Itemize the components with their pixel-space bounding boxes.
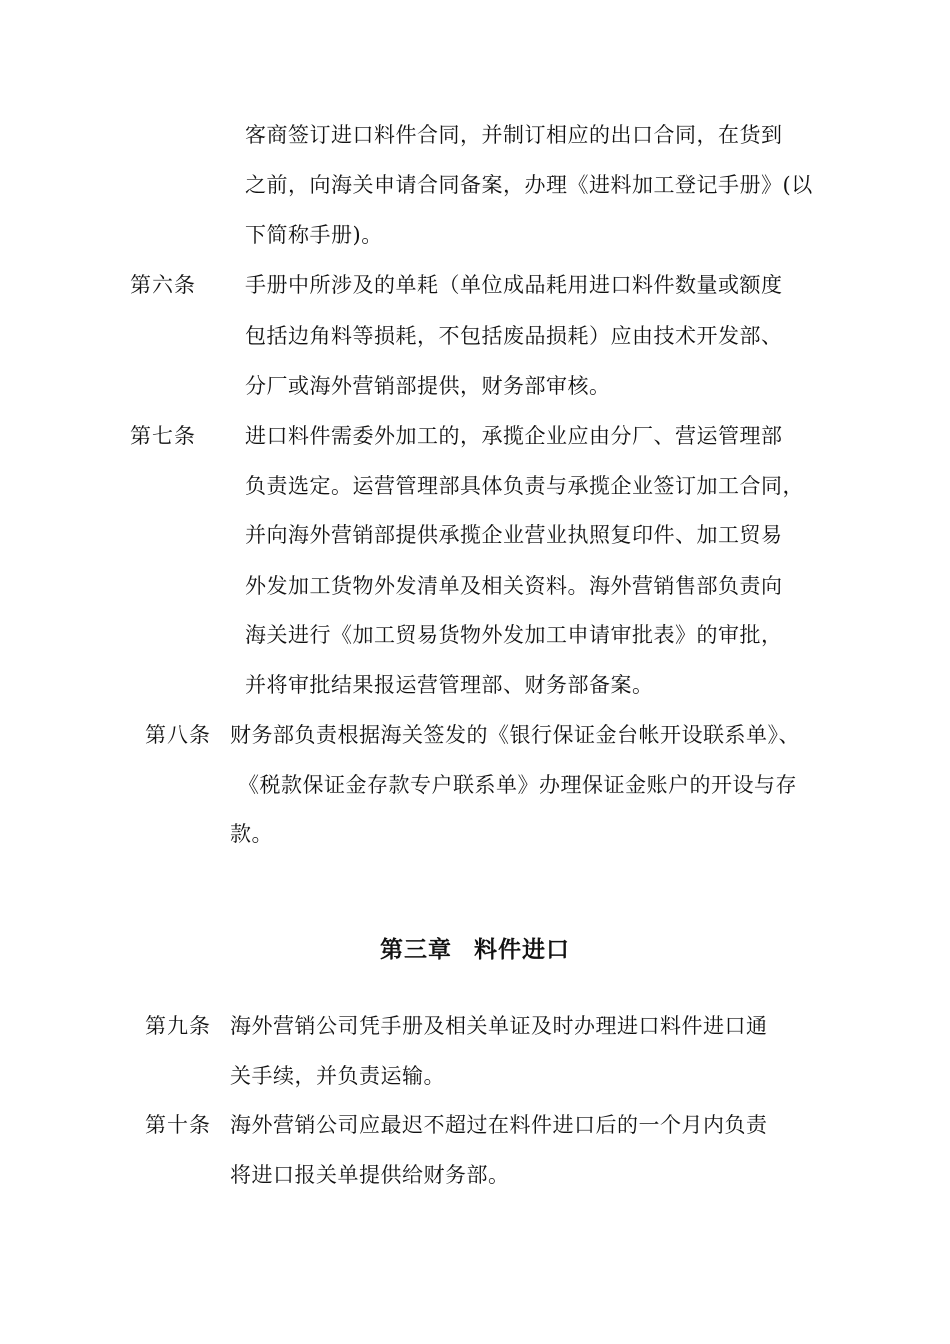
paragraph-line: 《税款保证金存款专户联系单》办理保证金账户的开设与存 <box>238 773 797 797</box>
paragraph-line: 进口料件需委外加工的，承揽企业应由分厂、营运管理部 <box>245 424 783 448</box>
paragraph-line: 关手续，并负责运输。 <box>230 1064 445 1088</box>
paragraph-line: 海关进行《加工贸易货物外发加工申请审批表》的审批， <box>245 623 783 647</box>
paragraph-line: 手册中所涉及的单耗（单位成品耗用进口料件数量或额度 <box>245 273 783 297</box>
chapter-heading <box>0 934 950 966</box>
chapter-number: 第三章 <box>380 937 452 963</box>
paragraph-line: 并向海外营销部提供承揽企业营业执照复印件、加工贸易 <box>245 523 783 547</box>
paragraph-line: 分厂或海外营销部提供，财务部审核。 <box>245 374 611 398</box>
article-label-9: 第九条 <box>145 1014 211 1038</box>
paragraph-line: 海外营销公司凭手册及相关单证及时办理进口料件进口通 <box>230 1014 768 1038</box>
article-label-7: 第七条 <box>130 424 196 448</box>
paragraph-line: 款。 <box>230 822 273 846</box>
paragraph-line: 海外营销公司应最迟不超过在料件进口后的一个月内负责 <box>230 1113 768 1137</box>
paragraph-line: 负责选定。运营管理部具体负责与承揽企业签订加工合同， <box>245 474 804 498</box>
chapter-title: 料件进口 <box>474 937 570 963</box>
article-label-8: 第八条 <box>145 723 211 747</box>
paragraph-line: 之前，向海关申请合同备案，办理《进料加工登记手册》(以 <box>245 173 813 197</box>
article-label-10: 第十条 <box>145 1113 211 1137</box>
paragraph-line: 外发加工货物外发清单及相关资料。海外营销售部负责向 <box>245 574 783 598</box>
paragraph-line: 并将审批结果报运营管理部、财务部备案。 <box>245 673 654 697</box>
paragraph-line: 财务部负责根据海关签发的《银行保证金台帐开设联系单》、 <box>230 723 800 747</box>
article-label-6: 第六条 <box>130 273 196 297</box>
paragraph-line: 包括边角料等损耗，不包括废品损耗）应由技术开发部、 <box>245 324 783 348</box>
paragraph-line: 客商签订进口料件合同，并制订相应的出口合同，在货到 <box>245 123 783 147</box>
paragraph-line: 将进口报关单提供给财务部。 <box>230 1163 510 1187</box>
paragraph-line: 下简称手册)。 <box>245 223 383 247</box>
